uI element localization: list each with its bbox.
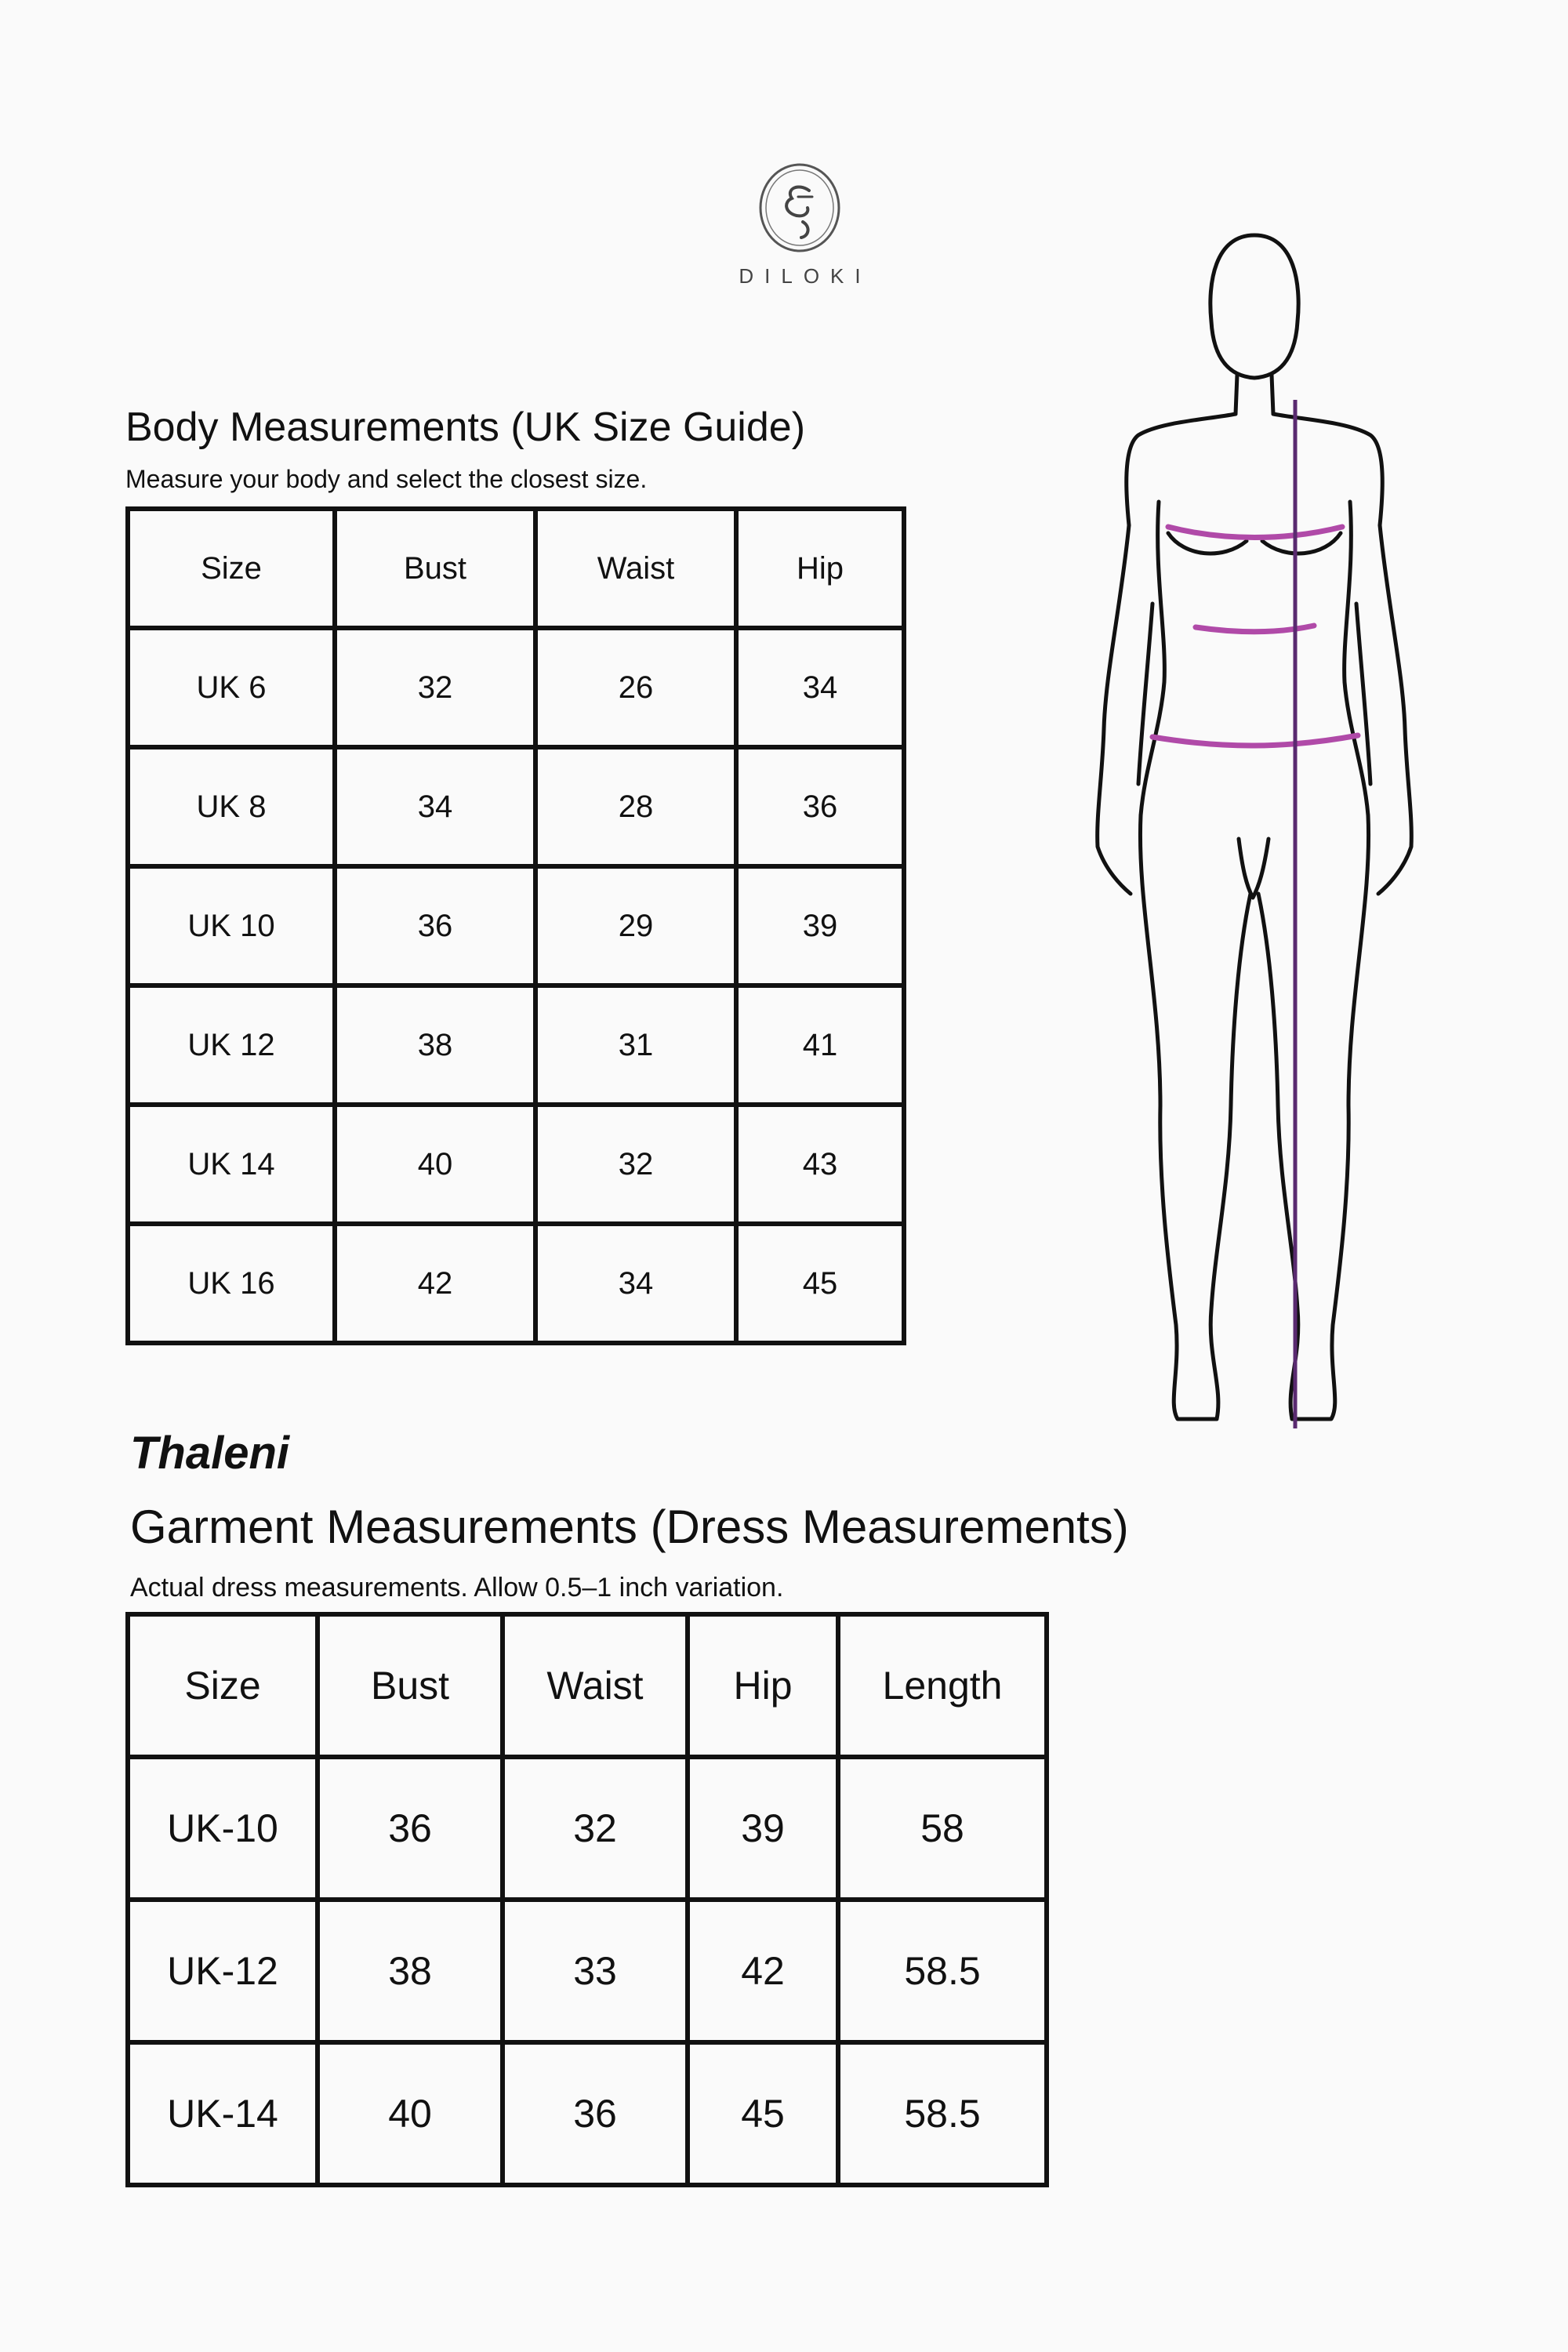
table-row (128, 1757, 1047, 1900)
table-row (128, 985, 904, 1105)
diloki-monogram-icon (753, 161, 847, 255)
table-cell: 28 (535, 747, 736, 866)
table-cell: UK 10 (128, 866, 335, 985)
table-header-row (128, 509, 904, 628)
table-cell: UK 14 (128, 1105, 335, 1224)
table-cell: 38 (335, 985, 535, 1105)
product-name: Thaleni (130, 1428, 290, 1479)
table-cell: UK 6 (128, 628, 335, 747)
table-cell: 32 (503, 1757, 688, 1900)
column-header: Hip (688, 1614, 838, 1757)
table-cell: 45 (736, 1224, 904, 1343)
table-cell: 40 (335, 1105, 535, 1224)
table-cell: 34 (535, 1224, 736, 1343)
table-cell: 42 (335, 1224, 535, 1343)
table-cell: 58.5 (838, 1900, 1047, 2042)
table-cell: UK 8 (128, 747, 335, 866)
table-cell: 41 (736, 985, 904, 1105)
table-cell: 40 (318, 2042, 503, 2185)
table-cell: UK-12 (128, 1900, 318, 2042)
table-row (128, 747, 904, 866)
table-cell: 31 (535, 985, 736, 1105)
table-row (128, 2042, 1047, 2185)
table-cell: 32 (535, 1105, 736, 1224)
table-cell: 39 (736, 866, 904, 985)
table-cell: UK-14 (128, 2042, 318, 2185)
table-cell: 36 (335, 866, 535, 985)
table-cell: UK 16 (128, 1224, 335, 1343)
body-measurements-subtitle: Measure your body and select the closest size. (125, 465, 648, 493)
garment-measurements-table (125, 1612, 1049, 2187)
table-cell: UK 12 (128, 985, 335, 1105)
table-cell: 45 (688, 2042, 838, 2185)
table-row (128, 1900, 1047, 2042)
garment-measurements-subtitle: Actual dress measurements. Allow 0.5–1 inch variation. (130, 1573, 784, 1602)
table-row (128, 1224, 904, 1343)
table-row (128, 1105, 904, 1224)
table-cell: 39 (688, 1757, 838, 1900)
column-header: Waist (503, 1614, 688, 1757)
table-cell: 34 (335, 747, 535, 866)
body-figure-illustration (1051, 165, 1458, 1443)
table-cell: 29 (535, 866, 736, 985)
table-cell: 36 (736, 747, 904, 866)
table-cell: 38 (318, 1900, 503, 2042)
table-cell: 43 (736, 1105, 904, 1224)
table-cell: 36 (318, 1757, 503, 1900)
column-header: Bust (318, 1614, 503, 1757)
table-cell: 58 (838, 1757, 1047, 1900)
column-header: Waist (535, 509, 736, 628)
table-cell: 33 (503, 1900, 688, 2042)
table-cell: 26 (535, 628, 736, 747)
table-header-row (128, 1614, 1047, 1757)
table-cell: 34 (736, 628, 904, 747)
brand-logo (706, 161, 894, 289)
table-cell: 36 (503, 2042, 688, 2185)
body-measurements-title: Body Measurements (UK Size Guide) (125, 405, 806, 450)
column-header: Bust (335, 509, 535, 628)
column-header: Size (128, 1614, 318, 1757)
column-header: Hip (736, 509, 904, 628)
column-header: Size (128, 509, 335, 628)
garment-measurements-title: Garment Measurements (Dress Measurements) (130, 1501, 1129, 1553)
brand-name: DILOKI (739, 264, 872, 288)
table-cell: 58.5 (838, 2042, 1047, 2185)
body-measurements-table (125, 506, 906, 1345)
table-cell: 32 (335, 628, 535, 747)
table-row (128, 866, 904, 985)
table-cell: 42 (688, 1900, 838, 2042)
table-cell: UK-10 (128, 1757, 318, 1900)
column-header: Length (838, 1614, 1047, 1757)
table-row (128, 628, 904, 747)
